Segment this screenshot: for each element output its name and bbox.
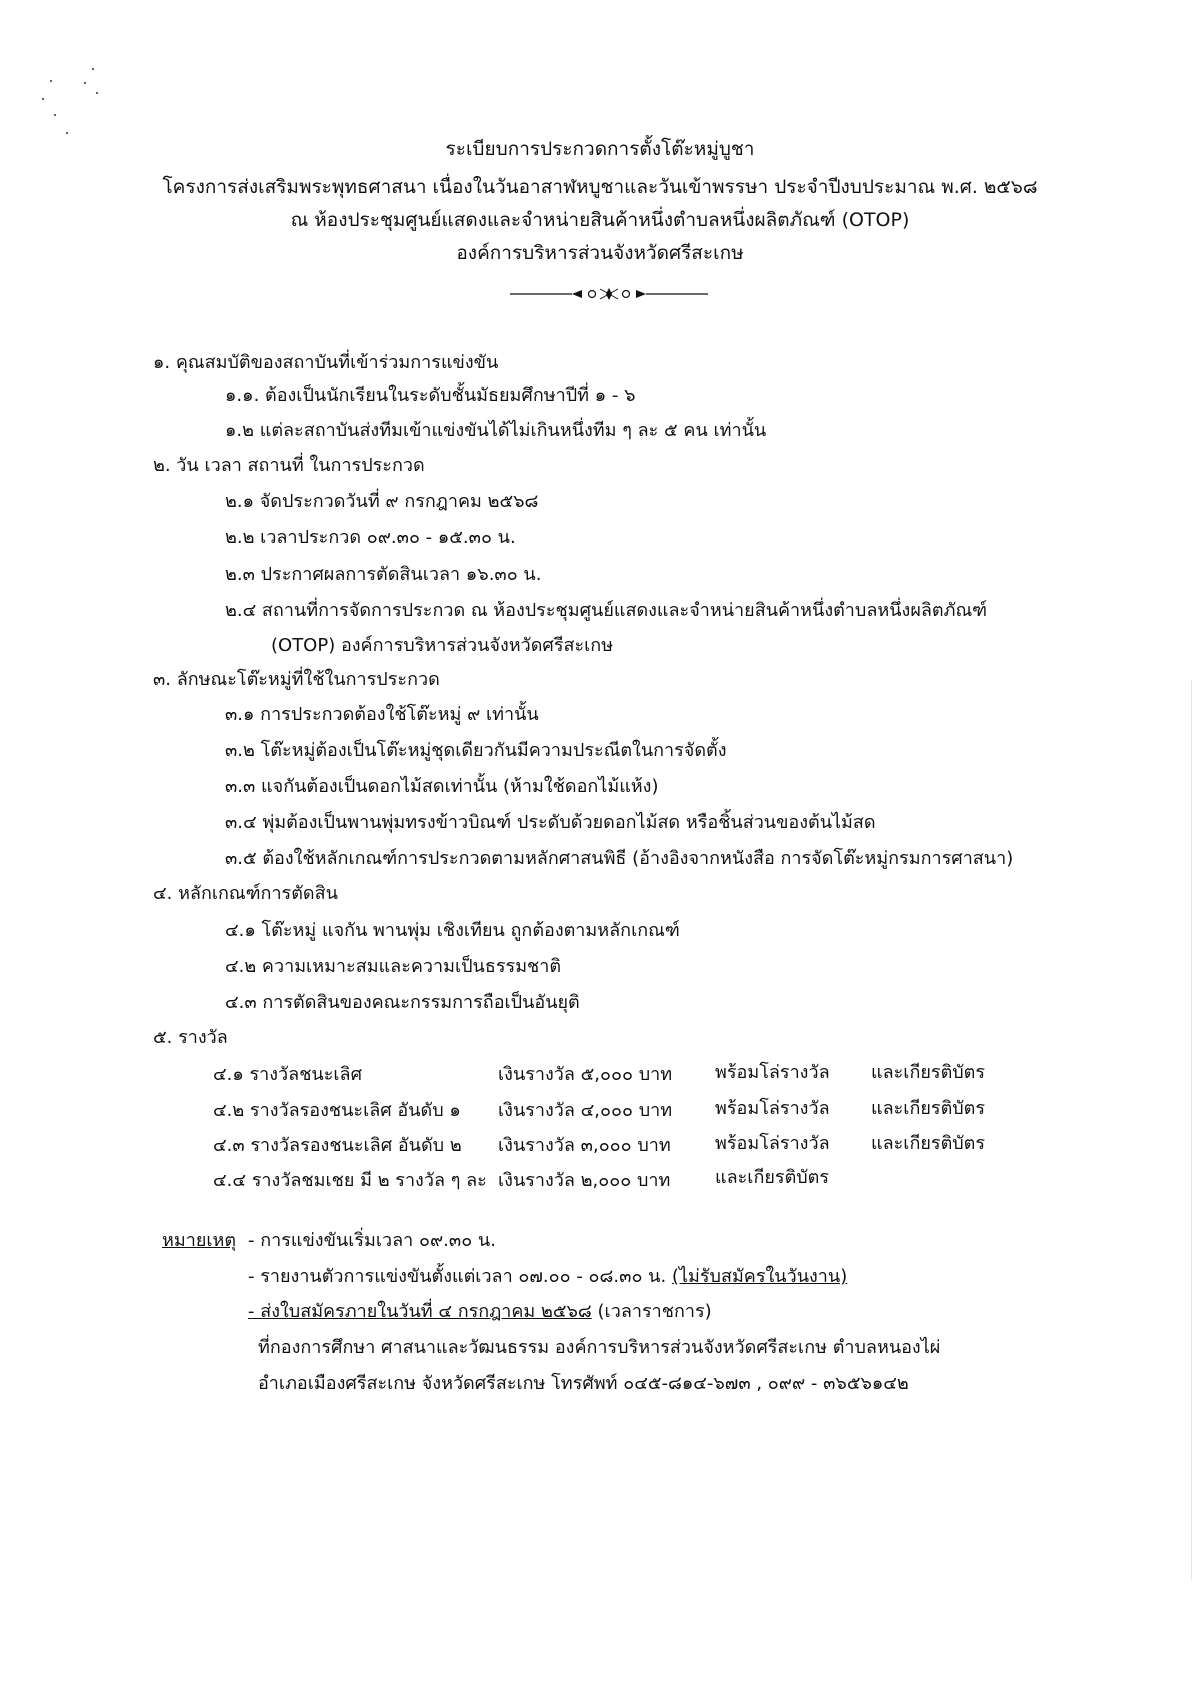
document-subtitle-project: โครงการส่งเสริมพระพุทธศาสนา เนื่องในวันอาสาฬหบูชาและวันเข้าพรรษา ประจำปีงบประมาณ พ.ศ. ๒๕๖๘ — [162, 176, 1038, 198]
note-deadline-date: - ส่งใบสมัครภายในวันที่ ๔ กรกฎาคม ๒๕๖๘ — [248, 1301, 592, 1322]
note-office-hours: (เวลาราชการ) — [591, 1301, 712, 1322]
note-start-time: - การแข่งขันเริ่มเวลา ๐๙.๓๐ น. — [248, 1230, 496, 1251]
prize-certificate: และเกียรติบัตร — [871, 1062, 986, 1083]
note-address-line1: ที่กองการศึกษา ศาสนาและวัฒนธรรม องค์การบริหารส่วนจังหวัดศรีสะเกษ ตำบลหนองไผ่ — [258, 1337, 941, 1358]
section-heading-judging: ๔. หลักเกณฑ์การตัดสิน — [153, 883, 338, 904]
note-report-time-text: - รายงานตัวการแข่งขันตั้งแต่เวลา ๐๗.๐๐ - ๐๘.๓๐ น. — [248, 1266, 672, 1287]
prize-money: เงินรางวัล ๔,๐๐๐ บาท — [498, 1100, 673, 1121]
prize-name: ๔.๓ รางวัลรองชนะเลิศ อันดับ ๒ — [213, 1135, 462, 1156]
prize-plaque: พร้อมโล่รางวัล — [715, 1098, 830, 1119]
list-item: ๑.๑. ต้องเป็นนักเรียนในระดับชั้นมัธยมศึกษาปีที่ ๑ - ๖ — [225, 385, 636, 406]
prize-money: เงินรางวัล ๕,๐๐๐ บาท — [498, 1064, 673, 1085]
prize-name: ๔.๒ รางวัลรองชนะเลิศ อันดับ ๑ — [213, 1100, 461, 1121]
prize-name: ๔.๔ รางวัลชมเชย มี ๒ รางวัล ๆ ละ — [213, 1170, 487, 1191]
list-item: ๓.๓ แจกันต้องเป็นดอกไม้สดเท่านั้น (ห้ามใช้ดอกไม้แห้ง) — [225, 776, 659, 797]
prize-certificate: และเกียรติบัตร — [715, 1167, 830, 1188]
prize-money: เงินรางวัล ๒,๐๐๐ บาท — [498, 1170, 671, 1191]
prize-certificate: และเกียรติบัตร — [871, 1133, 986, 1154]
prize-money: เงินรางวัล ๓,๐๐๐ บาท — [498, 1135, 671, 1156]
note-address-line2: อำเภอเมืองศรีสะเกษ จังหวัดศรีสะเกษ โทรศัพท์ ๐๔๕-๘๑๔-๖๗๓ , ๐๙๙ - ๓๖๕๖๑๔๒ — [258, 1373, 909, 1394]
prize-plaque: พร้อมโล่รางวัล — [715, 1133, 830, 1154]
prize-certificate: และเกียรติบัตร — [871, 1098, 986, 1119]
document-title-block — [0, 133, 1200, 270]
list-item: ๓.๒ โต๊ะหมู่ต้องเป็นโต๊ะหมู่ชุดเดียวกันมีความประณีตในการจัดตั้ง — [225, 740, 727, 761]
note-report-time — [248, 1261, 847, 1290]
section-heading-table-style: ๓. ลักษณะโต๊ะหมู่ที่ใช้ในการประกวด — [153, 669, 440, 690]
list-item: ๓.๔ พุ่มต้องเป็นพานพุ่มทรงข้าวบิณฑ์ ประดับด้วยดอกไม้สด หรือชิ้นส่วนของต้นไม้สด — [225, 812, 876, 833]
list-item: ๒.๑ จัดประกวดวันที่ ๙ กรกฎาคม ๒๕๖๘ — [225, 491, 539, 512]
list-item: ๒.๔ สถานที่การจัดการประกวด ณ ห้องประชุมศูนย์แสดงและจำหน่ายสินค้าหนึ่งตำบลหนึ่งผลิตภัณฑ์ — [225, 600, 988, 621]
section-heading-schedule: ๒. วัน เวลา สถานที่ ในการประกวด — [153, 455, 425, 476]
list-item: ๒.๒ เวลาประกวด ๐๙.๓๐ - ๑๕.๓๐ น. — [225, 527, 516, 548]
list-item: ๔.๒ ความเหมาะสมและความเป็นธรรมชาติ — [225, 956, 562, 977]
list-item-continuation: (OTOP) องค์การบริหารส่วนจังหวัดศรีสะเกษ — [271, 635, 614, 656]
note-application-deadline — [248, 1296, 712, 1325]
document-subtitle-venue: ณ ห้องประชุมศูนย์แสดงและจำหน่ายสินค้าหนึ่งตำบลหนึ่งผลิตภัณฑ์ (OTOP) — [290, 209, 910, 231]
list-item: ๔.๑ โต๊ะหมู่ แจกัน พานพุ่ม เชิงเทียน ถูกต้องตามหลักเกณฑ์ — [225, 920, 680, 941]
section-heading-qualifications: ๑. คุณสมบัติของสถาบันที่เข้าร่วมการแข่งขัน — [153, 352, 499, 373]
notes-label: หมายเหตุ — [162, 1230, 237, 1251]
scan-edge-line — [1191, 680, 1192, 1580]
prize-plaque: พร้อมโล่รางวัล — [715, 1062, 830, 1083]
list-item: ๓.๕ ต้องใช้หลักเกณฑ์การประกวดตามหลักศาสนพิธี (อ้างอิงจากหนังสือ การจัดโต๊ะหมู่กรมการศาสนา) — [225, 848, 1014, 869]
list-item: ๑.๒ แต่ละสถาบันส่งทีมเข้าแข่งขันได้ไม่เกินหนึ่งทีม ๆ ละ ๕ คน เท่านั้น — [225, 420, 767, 441]
document-title: ระเบียบการประกวดการตั้งโต๊ะหมู่บูชา — [445, 138, 755, 160]
list-item: ๓.๑ การประกวดต้องใช้โต๊ะหมู่ ๙ เท่านั้น — [225, 704, 539, 725]
note-no-walkin-registration: (ไม่รับสมัครในวันงาน) — [671, 1266, 848, 1287]
document-subtitle-organization: องค์การบริหารส่วนจังหวัดศรีสะเกษ — [456, 242, 744, 264]
section-heading-prizes: ๕. รางวัล — [153, 1027, 228, 1048]
list-item: ๒.๓ ประกาศผลการตัดสินเวลา ๑๖.๓๐ น. — [225, 564, 542, 585]
list-item: ๔.๓ การตัดสินของคณะกรรมการถือเป็นอันยุติ — [225, 992, 580, 1013]
ornamental-divider — [510, 287, 708, 301]
prize-name: ๔.๑ รางวัลชนะเลิศ — [213, 1064, 362, 1085]
